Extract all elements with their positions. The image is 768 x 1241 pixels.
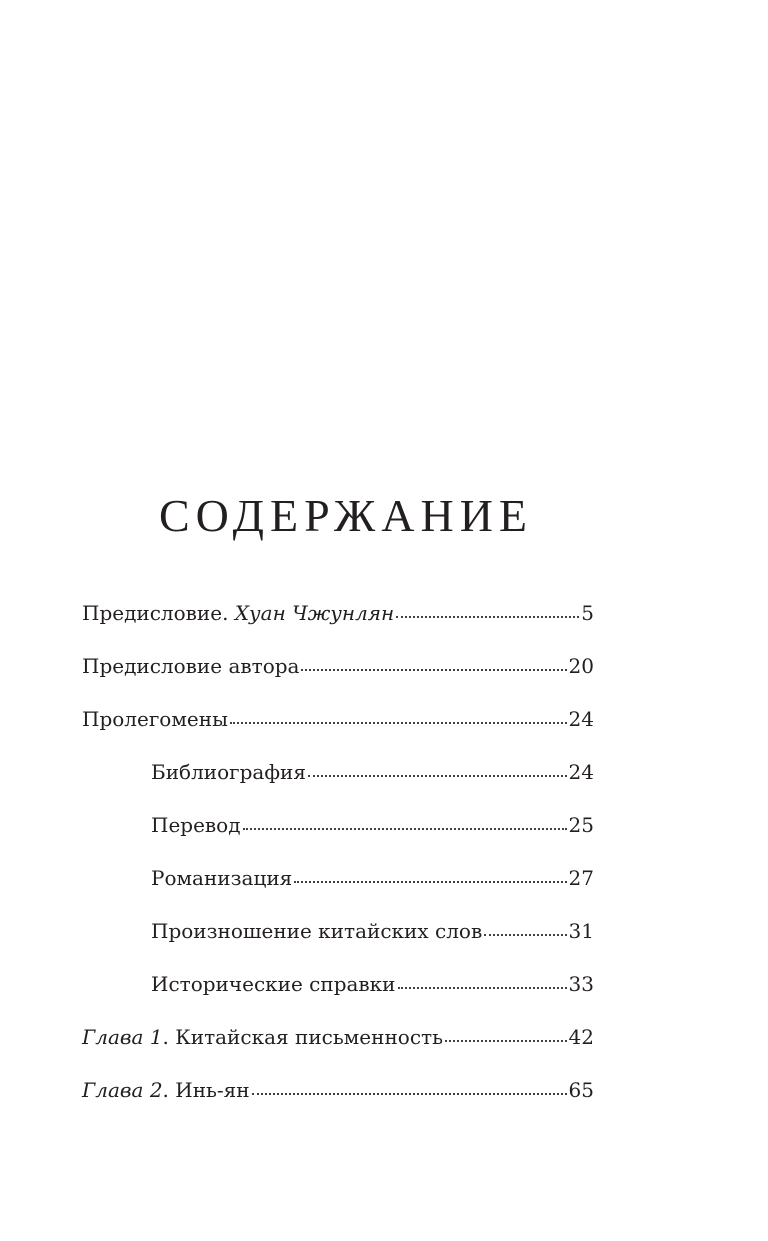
toc-entry-bibliography[interactable] [82,757,594,810]
dot-leader [398,971,567,991]
toc-entry-label: Предисловие автора [82,654,300,678]
table-of-contents [82,598,594,1128]
dot-leader [484,918,566,938]
toc-entry-historical-notes[interactable] [82,969,594,1022]
chapter-number: Глава 2 [82,1078,163,1102]
dot-leader [252,1077,567,1097]
toc-page-number: 5 [581,601,594,625]
toc-entry-author: Хуан Чжунлян [234,601,395,625]
toc-page-number: 65 [568,1078,594,1102]
toc-page-number: 33 [568,972,594,996]
toc-entry-romanization[interactable] [82,863,594,916]
toc-page-number: 42 [568,1025,594,1049]
dot-leader [294,865,566,885]
dot-leader [396,600,579,620]
toc-entry-label: Исторические справки [151,972,396,996]
toc-page-number: 24 [568,760,594,784]
toc-entry-preface-huang[interactable] [82,598,594,651]
toc-page-number: 31 [568,919,594,943]
toc-page-number: 20 [568,654,594,678]
page-title: СОДЕРЖАНИЕ [158,490,534,541]
toc-entry-chapter-1[interactable] [82,1022,594,1075]
toc-entry-label: Предисловие. Хуан Чжунлян [82,601,395,625]
toc-entry-label: Перевод [151,813,241,837]
toc-entry-pronunciation[interactable] [82,916,594,969]
toc-entry-label: Произношение китайских слов [151,919,483,943]
toc-page-number: 25 [568,813,594,837]
toc-page-number: 24 [568,707,594,731]
toc-entry-label: Пролегомены [82,707,228,731]
toc-entry-label: Романизация [151,866,293,890]
toc-entry-chapter-2[interactable] [82,1075,594,1128]
chapter-number: Глава 1 [82,1025,163,1049]
toc-entry-label: Глава 1. Китайская письменность [82,1025,443,1049]
dot-leader [243,812,567,832]
toc-page-number: 27 [568,866,594,890]
dot-leader [301,653,566,673]
toc-entry-author-preface[interactable] [82,651,594,704]
toc-entry-label: Библиография [151,760,306,784]
toc-entry-prolegomena[interactable] [82,704,594,757]
dot-leader [308,759,567,779]
toc-entry-translation[interactable] [82,810,594,863]
dot-leader [230,706,567,726]
dot-leader [445,1024,567,1044]
toc-entry-label: Глава 2. Инь-ян [82,1078,250,1102]
